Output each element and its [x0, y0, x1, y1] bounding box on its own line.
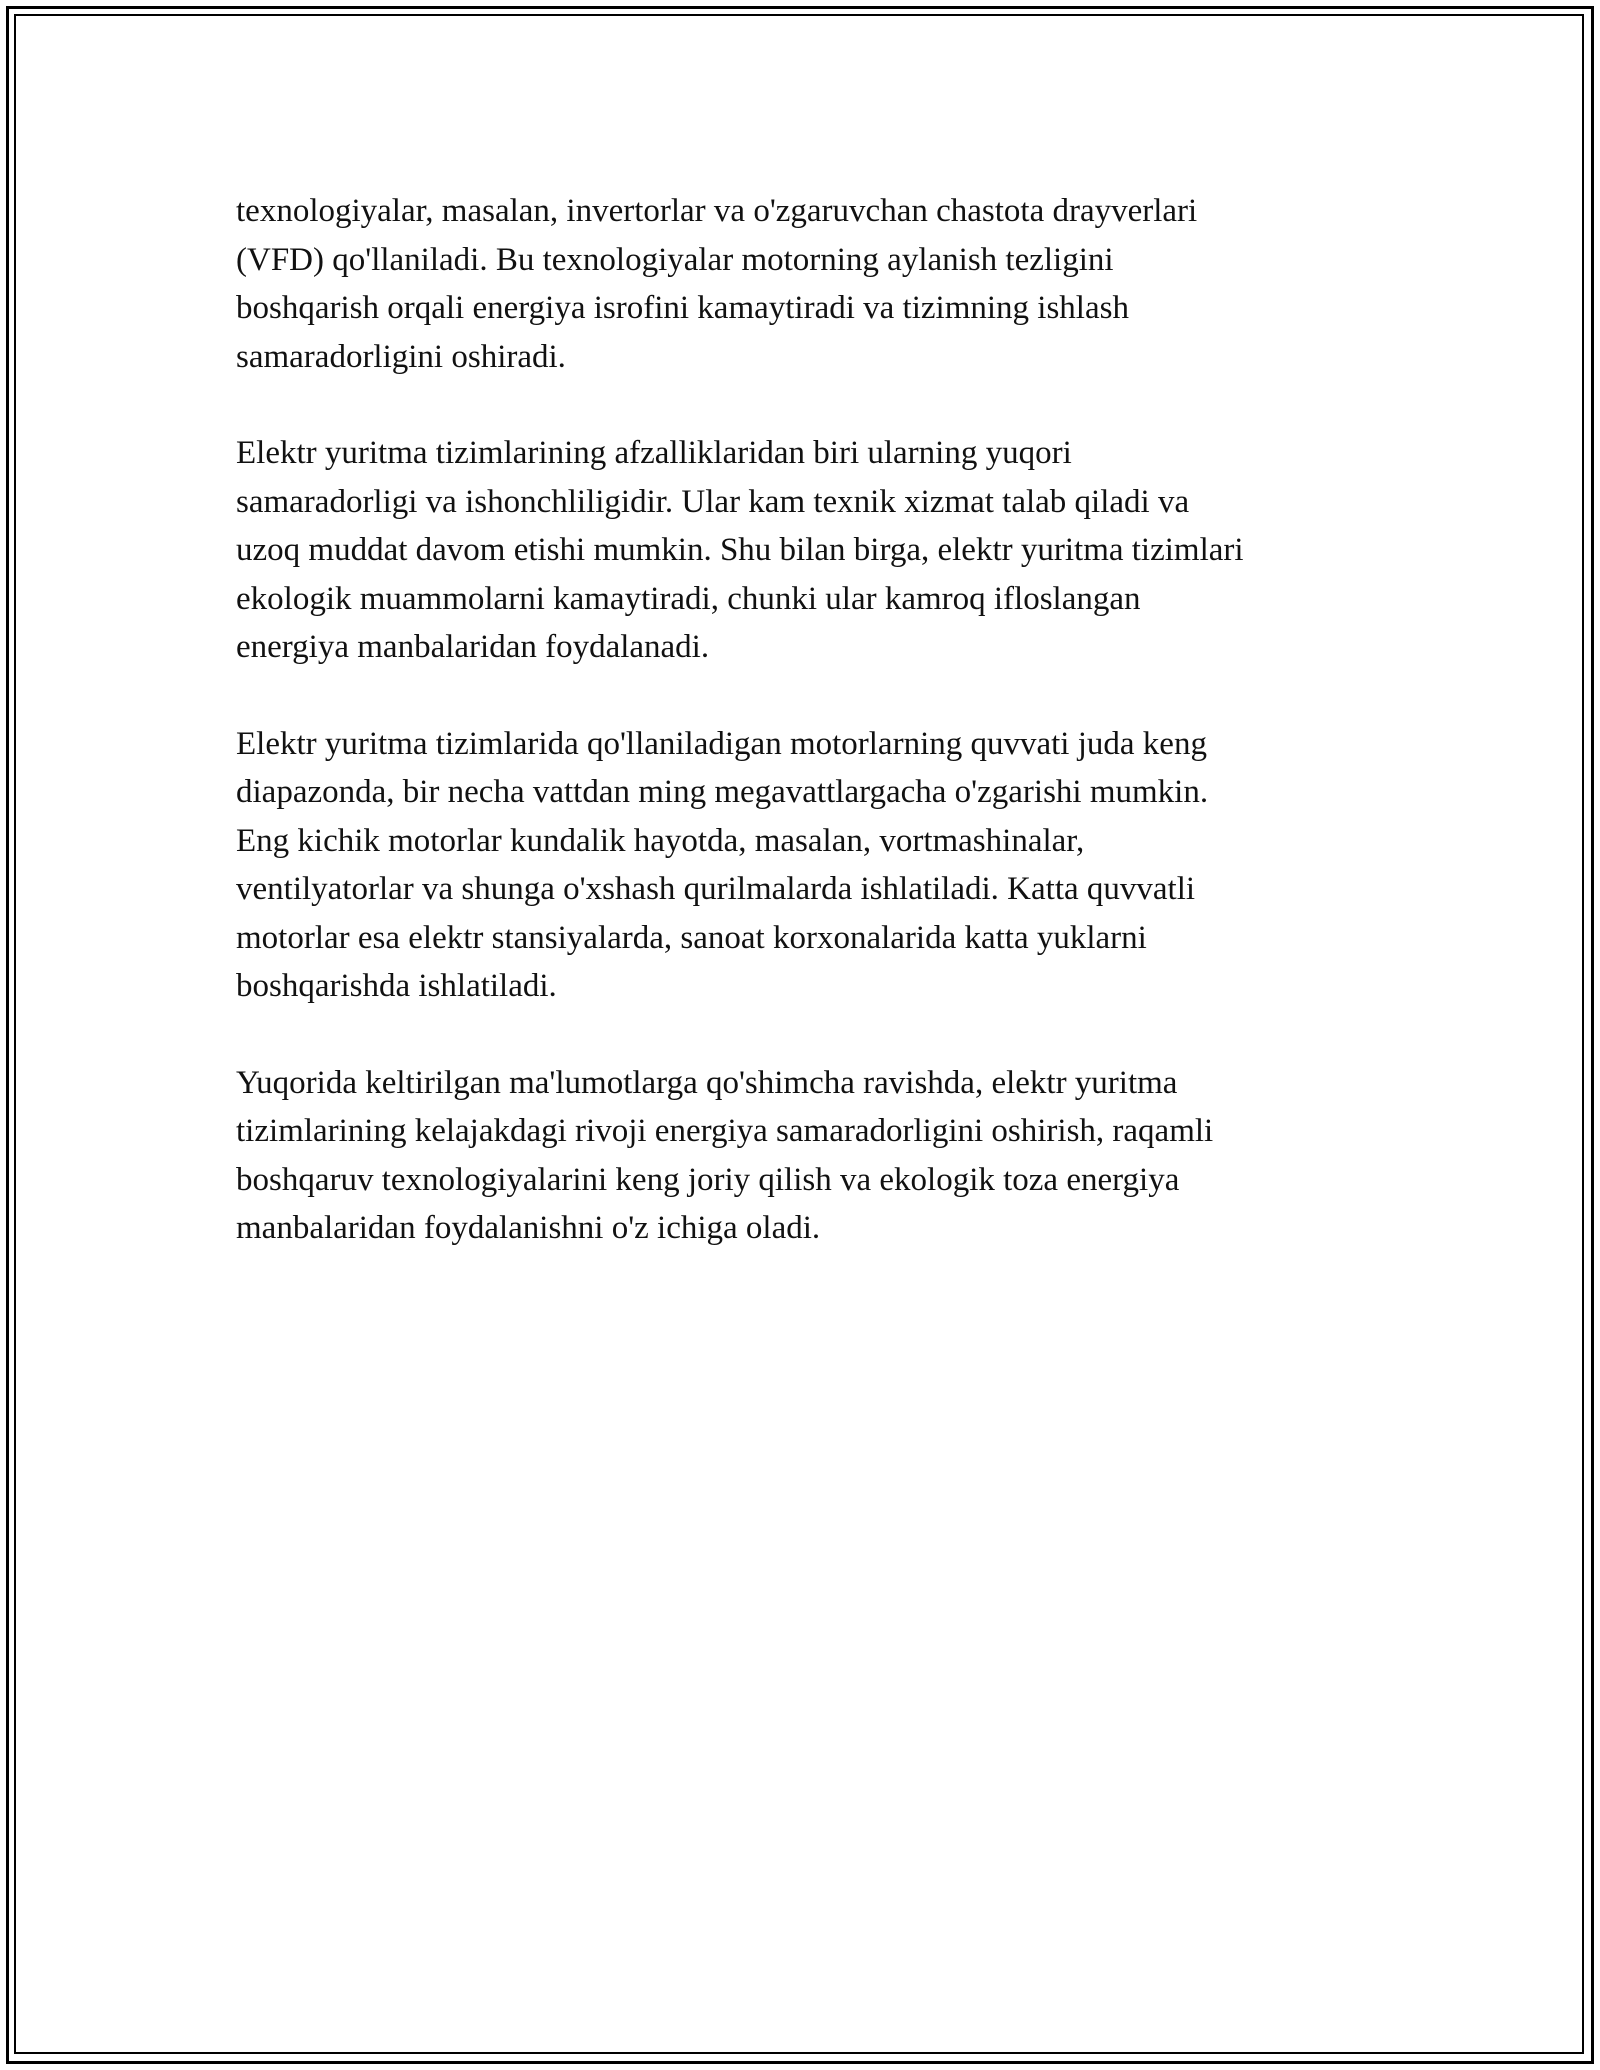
paragraph-1: texnologiyalar, masalan, invertorlar va o'zgaruvchan chastota drayverlari (VFD) qo'llaniladi. Bu texnologiyalar motorning aylanish tezligini boshqarish orqali energiya isrofini kamaytiradi va tizimning ishlash samaradorligini oshiradi.	[236, 193, 1198, 375]
paragraph-3: Elektr yuritma tizimlarida qo'llaniladigan motorlarning quvvati juda keng diapazonda, bir necha vattdan ming megavattlargacha o'zgarishi mumkin. Eng kichik motorlar kundalik hayotda, masalan, vortmashinalar, ventilyatorlar va shunga o'xshash qurilmalarda ishlatiladi. Katta quvvatli motorlar esa elektr stansiyalarda, sanoat korxonalarida katta yuklarni boshqarishda ishlatiladi.	[236, 725, 1209, 1004]
document-body	[236, 187, 1376, 1301]
paragraph-4: Yuqorida keltirilgan ma'lumotlarga qo'shimcha ravishda, elektr yuritma tizimlarining kelajakdagi rivoji energiya samaradorligini oshirish, raqamli boshqaruv texnologiyalarini keng joriy qilish va ekologik toza energiya manbalaridan foydalanishni o'z ichiga oladi.	[236, 1064, 1214, 1246]
paragraph-2: Elektr yuritma tizimlarining afzalliklaridan biri ularning yuqori samaradorligi va ishonchliligidir. Ular kam texnik xizmat talab qiladi va uzoq muddat davom etishi mumkin. Shu bilan birga, elektr yuritma tizimlari ekologik muammolarni kamaytiradi, chunki ular kamroq ifloslangan energiya manbalaridan foydalanadi.	[236, 435, 1244, 665]
